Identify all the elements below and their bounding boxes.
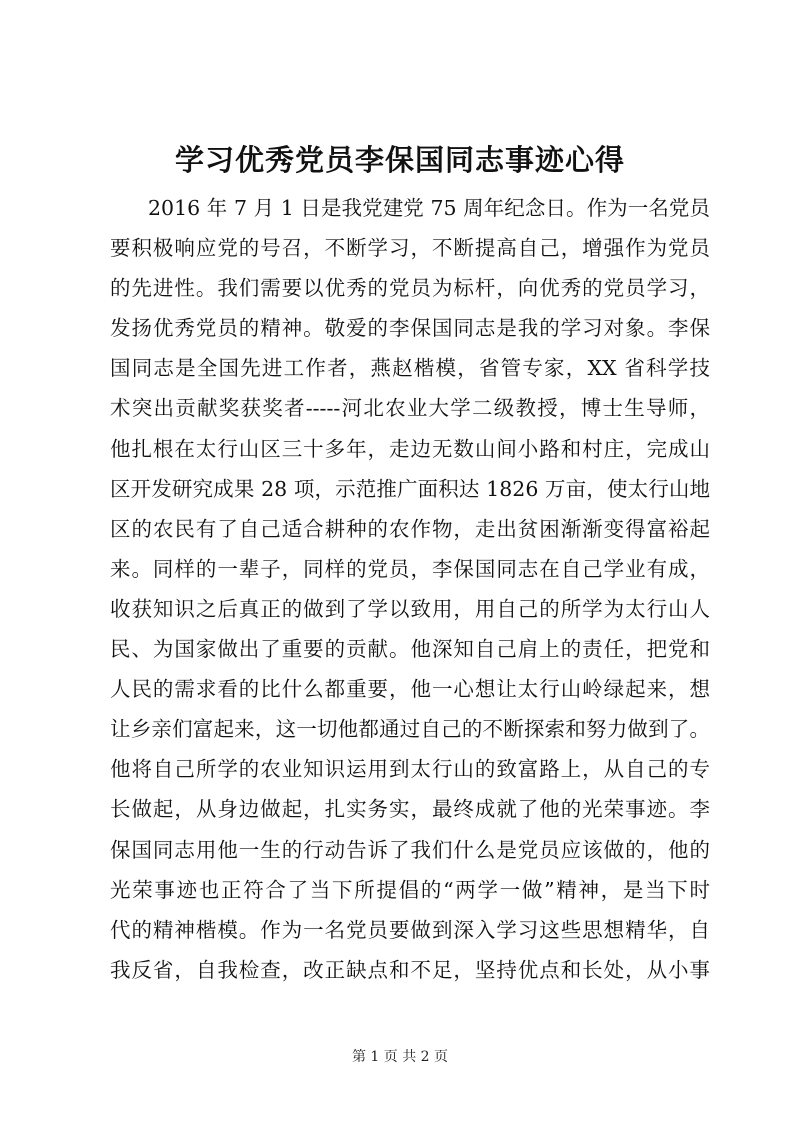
body-line: 民、为国家做出了重要的贡献。他深知自己肩上的责任，把党和 <box>110 637 710 662</box>
body-line: 术突出贡献奖获奖者-----河北农业大学二级教授，博士生导师， <box>110 396 710 421</box>
body-line: 他将自己所学的农业知识运用到太行山的致富路上，从自己的专 <box>110 757 710 782</box>
document-title: 学习优秀党员李保国同志事迹心得 <box>174 143 625 177</box>
body-line: 代的精神楷模。作为一名党员要做到深入学习这些思想精华，自 <box>110 917 710 942</box>
body-line: 光荣事迹也正符合了当下所提倡的“两学一做”精神，是当下时 <box>110 877 710 902</box>
body-line: 发扬优秀党员的精神。敬爱的李保国同志是我的学习对象。李保 <box>110 316 710 341</box>
body-line: 区的农民有了自己适合耕种的农作物，走出贫困渐渐变得富裕起 <box>110 516 710 541</box>
body-line: 来。同样的一辈子，同样的党员，李保国同志在自己学业有成， <box>110 556 710 581</box>
body-line: 的先进性。我们需要以优秀的党员为标杆，向优秀的党员学习， <box>110 276 710 301</box>
document-body <box>110 194 710 996</box>
body-line: 要积极响应党的号召，不断学习，不断提高自己，增强作为党员 <box>110 236 710 261</box>
body-line: 让乡亲们富起来，这一切他都通过自己的不断探索和努力做到了。 <box>110 717 710 742</box>
body-line: 他扎根在太行山区三十多年，走边无数山间小路和村庄，完成山 <box>110 436 710 461</box>
body-line: 我反省，自我检查，改正缺点和不足，坚持优点和长处，从小事 <box>110 957 710 982</box>
body-line: 人民的需求看的比什么都重要，他一心想让太行山岭绿起来，想 <box>110 677 710 702</box>
body-line: 区开发研究成果 28 项，示范推广面积达 1826 万亩，使太行山地 <box>110 476 710 501</box>
body-line: 2016 年 7 月 1 日是我党建党 75 周年纪念日。作为一名党员 <box>148 196 710 220</box>
page-number-footer: 第 1 页 共 2 页 <box>351 1049 449 1065</box>
body-line: 保国同志用他一生的行动告诉了我们什么是党员应该做的，他的 <box>110 837 710 862</box>
body-line: 收获知识之后真正的做到了学以致用，用自己的所学为太行山人 <box>110 596 710 621</box>
body-line: 国同志是全国先进工作者，燕赵楷模，省管专家，XX 省科学技 <box>110 356 710 381</box>
body-line: 长做起，从身边做起，扎实务实，最终成就了他的光荣事迹。李 <box>110 797 710 822</box>
